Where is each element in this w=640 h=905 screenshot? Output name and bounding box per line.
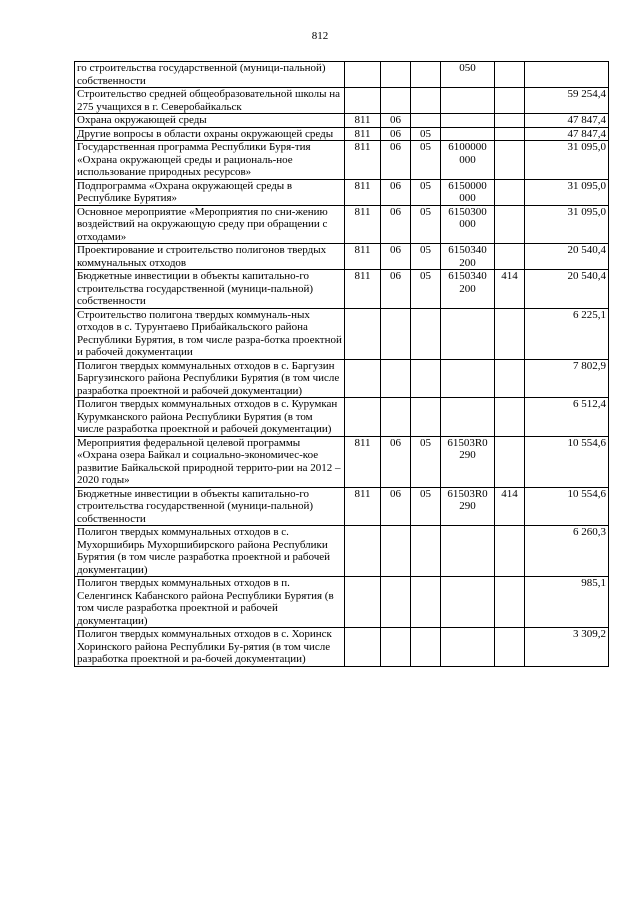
target-article-cell bbox=[441, 359, 495, 398]
expense-type-cell: 414 bbox=[495, 487, 525, 526]
table-row bbox=[75, 141, 609, 180]
item-name-cell: Бюджетные инвестиции в объекты капитально-го строительства государственной (муници-пальной) собственности bbox=[75, 487, 345, 526]
item-name-cell: Полигон твердых коммунальных отходов в п. Селенгинск Кабанского района Республики Бурятия (в том числе разработка проектной и рабочей документации) bbox=[75, 577, 345, 628]
table-row bbox=[75, 244, 609, 270]
admin-code-cell bbox=[345, 577, 381, 628]
item-name-cell: Полигон твердых коммунальных отходов в с. Баргузин Баргузинского района Республики Бурятия (в том числе разработка проектной и рабочей документации) bbox=[75, 359, 345, 398]
target-article-cell: 050 bbox=[441, 62, 495, 88]
expense-type-cell bbox=[495, 88, 525, 114]
amount-cell: 7 802,9 bbox=[525, 359, 609, 398]
table-row bbox=[75, 62, 609, 88]
item-name-cell: Строительство средней общеобразовательной школы на 275 учащихся в г. Северобайкальск bbox=[75, 88, 345, 114]
section-code-cell: 06 bbox=[381, 205, 411, 244]
admin-code-cell bbox=[345, 62, 381, 88]
amount-cell: 59 254,4 bbox=[525, 88, 609, 114]
amount-cell: 20 540,4 bbox=[525, 270, 609, 309]
target-article-cell: 6150000 000 bbox=[441, 179, 495, 205]
table-row bbox=[75, 436, 609, 487]
page-number: 812 bbox=[311, 30, 329, 42]
subsection-code-cell: 05 bbox=[411, 270, 441, 309]
amount-cell: 985,1 bbox=[525, 577, 609, 628]
subsection-code-cell bbox=[411, 526, 441, 577]
section-code-cell: 06 bbox=[381, 436, 411, 487]
table-row bbox=[75, 270, 609, 309]
admin-code-cell: 811 bbox=[345, 141, 381, 180]
target-article-cell bbox=[441, 398, 495, 437]
expense-type-cell bbox=[495, 628, 525, 667]
target-article-cell: 6150340 200 bbox=[441, 270, 495, 309]
expense-type-cell bbox=[495, 436, 525, 487]
subsection-code-cell bbox=[411, 398, 441, 437]
table-row bbox=[75, 179, 609, 205]
section-code-cell bbox=[381, 62, 411, 88]
section-code-cell: 06 bbox=[381, 487, 411, 526]
subsection-code-cell bbox=[411, 359, 441, 398]
section-code-cell bbox=[381, 398, 411, 437]
subsection-code-cell: 05 bbox=[411, 487, 441, 526]
section-code-cell bbox=[381, 359, 411, 398]
amount-cell: 3 309,2 bbox=[525, 628, 609, 667]
admin-code-cell: 811 bbox=[345, 179, 381, 205]
item-name-cell: Охрана окружающей среды bbox=[75, 114, 345, 128]
amount-cell: 6 260,3 bbox=[525, 526, 609, 577]
subsection-code-cell: 05 bbox=[411, 436, 441, 487]
amount-cell: 10 554,6 bbox=[525, 436, 609, 487]
admin-code-cell: 811 bbox=[345, 114, 381, 128]
amount-cell: 31 095,0 bbox=[525, 205, 609, 244]
expense-type-cell bbox=[495, 205, 525, 244]
subsection-code-cell: 05 bbox=[411, 179, 441, 205]
section-code-cell bbox=[381, 526, 411, 577]
target-article-cell bbox=[441, 308, 495, 359]
expense-type-cell bbox=[495, 141, 525, 180]
section-code-cell: 06 bbox=[381, 179, 411, 205]
section-code-cell bbox=[381, 577, 411, 628]
target-article-cell bbox=[441, 114, 495, 128]
table-row bbox=[75, 308, 609, 359]
item-name-cell: Основное мероприятие «Мероприятия по сни-жению воздействий на окружающую среду при обращении с отходами» bbox=[75, 205, 345, 244]
table-row bbox=[75, 526, 609, 577]
target-article-cell bbox=[441, 88, 495, 114]
section-code-cell: 06 bbox=[381, 141, 411, 180]
subsection-code-cell bbox=[411, 114, 441, 128]
table-row bbox=[75, 114, 609, 128]
subsection-code-cell bbox=[411, 628, 441, 667]
budget-table bbox=[74, 61, 609, 667]
item-name-cell: Строительство полигона твердых коммуналь-ных отходов в с. Турунтаево Прибайкальского района Республики Бурятия, в том числе разра-ботка проектной и рабочей документации bbox=[75, 308, 345, 359]
amount-cell bbox=[525, 62, 609, 88]
target-article-cell bbox=[441, 628, 495, 667]
expense-type-cell bbox=[495, 577, 525, 628]
table-row bbox=[75, 628, 609, 667]
expense-type-cell bbox=[495, 308, 525, 359]
amount-cell: 10 554,6 bbox=[525, 487, 609, 526]
target-article-cell: 6150340 200 bbox=[441, 244, 495, 270]
item-name-cell: Проектирование и строительство полигонов твердых коммунальных отходов bbox=[75, 244, 345, 270]
subsection-code-cell bbox=[411, 577, 441, 628]
subsection-code-cell bbox=[411, 88, 441, 114]
admin-code-cell: 811 bbox=[345, 270, 381, 309]
subsection-code-cell: 05 bbox=[411, 244, 441, 270]
admin-code-cell: 811 bbox=[345, 487, 381, 526]
item-name-cell: Подпрограмма «Охрана окружающей среды в Республике Бурятия» bbox=[75, 179, 345, 205]
table-row bbox=[75, 577, 609, 628]
item-name-cell: Другие вопросы в области охраны окружающей среды bbox=[75, 127, 345, 141]
expense-type-cell: 414 bbox=[495, 270, 525, 309]
admin-code-cell: 811 bbox=[345, 205, 381, 244]
admin-code-cell bbox=[345, 359, 381, 398]
target-article-cell: 6100000 000 bbox=[441, 141, 495, 180]
amount-cell: 47 847,4 bbox=[525, 127, 609, 141]
expense-type-cell bbox=[495, 244, 525, 270]
section-code-cell bbox=[381, 88, 411, 114]
amount-cell: 47 847,4 bbox=[525, 114, 609, 128]
table-row bbox=[75, 398, 609, 437]
subsection-code-cell: 05 bbox=[411, 205, 441, 244]
table-row bbox=[75, 359, 609, 398]
target-article-cell: 61503R0 290 bbox=[441, 436, 495, 487]
admin-code-cell bbox=[345, 88, 381, 114]
item-name-cell: го строительства государственной (муници-пальной) собственности bbox=[75, 62, 345, 88]
section-code-cell: 06 bbox=[381, 127, 411, 141]
admin-code-cell: 811 bbox=[345, 127, 381, 141]
table-row bbox=[75, 88, 609, 114]
admin-code-cell bbox=[345, 398, 381, 437]
budget-table-body bbox=[75, 62, 609, 667]
expense-type-cell bbox=[495, 359, 525, 398]
expense-type-cell bbox=[495, 179, 525, 205]
table-row bbox=[75, 487, 609, 526]
item-name-cell: Мероприятия федеральной целевой программы «Охрана озера Байкал и социально-экономичес-кое развитие Байкальской природной террито-рии на 2012 – 2020 годы» bbox=[75, 436, 345, 487]
admin-code-cell: 811 bbox=[345, 244, 381, 270]
amount-cell: 31 095,0 bbox=[525, 141, 609, 180]
expense-type-cell bbox=[495, 114, 525, 128]
expense-type-cell bbox=[495, 62, 525, 88]
table-row bbox=[75, 205, 609, 244]
subsection-code-cell bbox=[411, 308, 441, 359]
section-code-cell: 06 bbox=[381, 270, 411, 309]
expense-type-cell bbox=[495, 398, 525, 437]
amount-cell: 6 512,4 bbox=[525, 398, 609, 437]
item-name-cell: Бюджетные инвестиции в объекты капитально-го строительства государственной (муници-пальной) собственности bbox=[75, 270, 345, 309]
section-code-cell bbox=[381, 628, 411, 667]
section-code-cell bbox=[381, 308, 411, 359]
item-name-cell: Полигон твердых коммунальных отходов в с. Мухоршибирь Мухоршибирского района Республики Бурятия (в том числе разработка проектной и рабочей документации) bbox=[75, 526, 345, 577]
expense-type-cell bbox=[495, 526, 525, 577]
subsection-code-cell: 05 bbox=[411, 141, 441, 180]
section-code-cell: 06 bbox=[381, 244, 411, 270]
target-article-cell: 61503R0 290 bbox=[441, 487, 495, 526]
section-code-cell: 06 bbox=[381, 114, 411, 128]
amount-cell: 31 095,0 bbox=[525, 179, 609, 205]
target-article-cell bbox=[441, 577, 495, 628]
item-name-cell: Полигон твердых коммунальных отходов в с. Хоринск Хоринского района Республики Бу-рятия (в том числе разработка проектной и ра-бочей документации) bbox=[75, 628, 345, 667]
item-name-cell: Государственная программа Республики Буря-тия «Охрана окружающей среды и рациональ-ное использование природных ресурсов» bbox=[75, 141, 345, 180]
subsection-code-cell bbox=[411, 62, 441, 88]
expense-type-cell bbox=[495, 127, 525, 141]
admin-code-cell: 811 bbox=[345, 436, 381, 487]
amount-cell: 6 225,1 bbox=[525, 308, 609, 359]
target-article-cell bbox=[441, 127, 495, 141]
target-article-cell bbox=[441, 526, 495, 577]
target-article-cell: 6150300 000 bbox=[441, 205, 495, 244]
table-row bbox=[75, 127, 609, 141]
subsection-code-cell: 05 bbox=[411, 127, 441, 141]
admin-code-cell bbox=[345, 308, 381, 359]
admin-code-cell bbox=[345, 628, 381, 667]
admin-code-cell bbox=[345, 526, 381, 577]
amount-cell: 20 540,4 bbox=[525, 244, 609, 270]
item-name-cell: Полигон твердых коммунальных отходов в с. Курумкан Курумканского района Республики Бурятия (в том числе разработка проектной и рабочей документации) bbox=[75, 398, 345, 437]
